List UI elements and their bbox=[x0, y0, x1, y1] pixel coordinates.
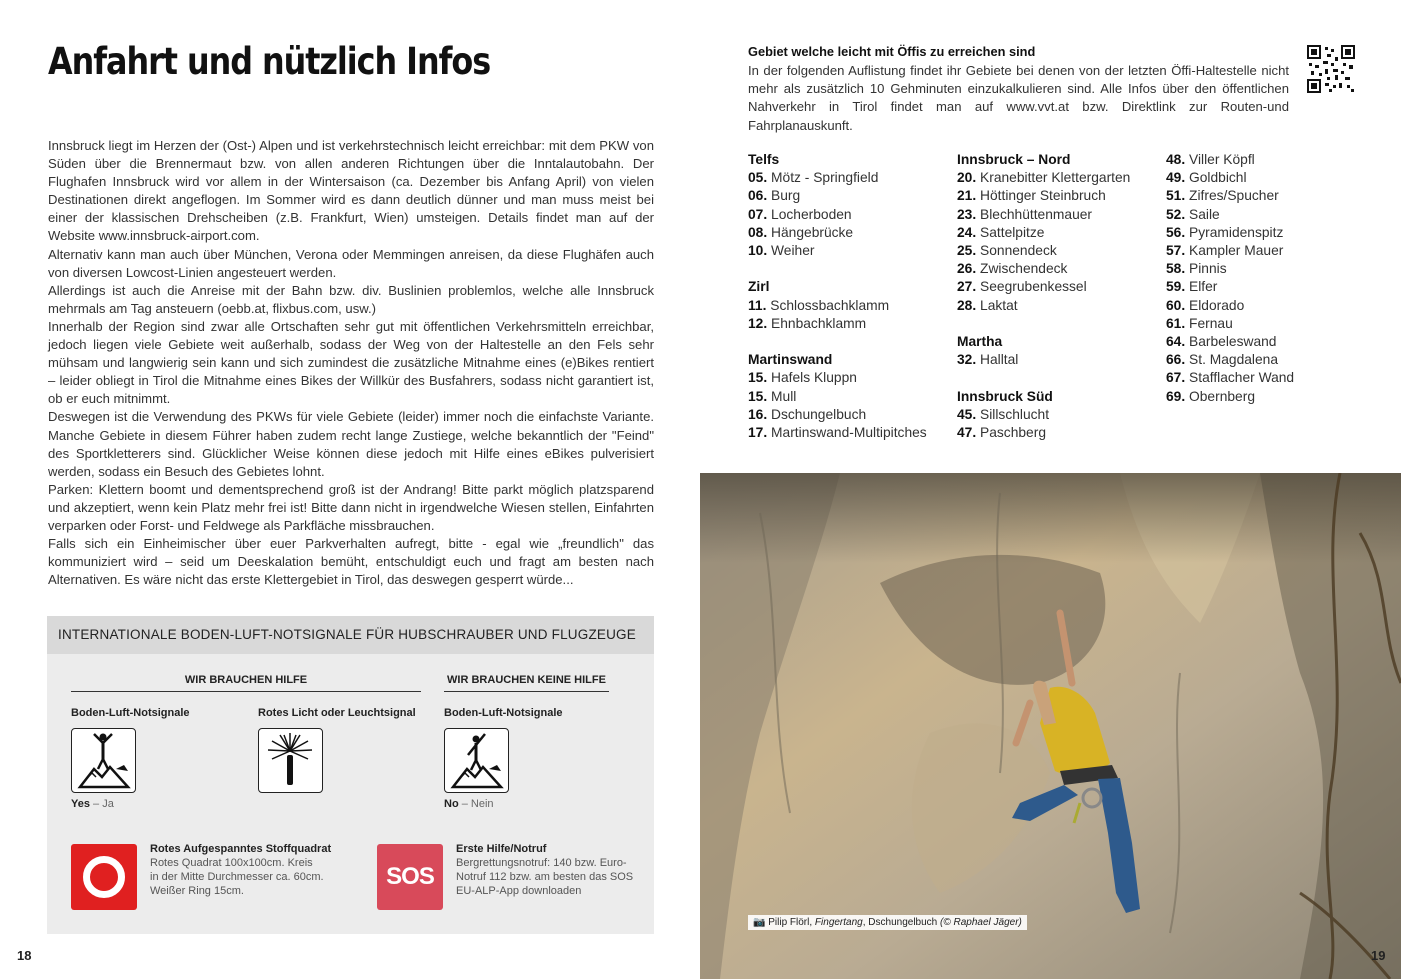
area-item bbox=[957, 424, 1130, 442]
area-number: 28. bbox=[957, 297, 977, 313]
section-title: Gebiet welche leicht mit Öffis zu erreichen sind bbox=[748, 44, 1036, 59]
area-name: St. Magdalena bbox=[1189, 352, 1279, 368]
area-name: Stafflacher Wand bbox=[1189, 370, 1295, 386]
area-name: Halltal bbox=[980, 352, 1019, 368]
intro-text bbox=[48, 137, 654, 589]
area-name: Eldorado bbox=[1189, 297, 1245, 313]
paragraph: Allerdings ist auch die Anreise mit der Bahn bzw. div. Buslinien problemlos, welche alle Innsbruck mehrmals am Tag ansteuern (oebb.at, flixbus.com, usw.) bbox=[48, 282, 654, 316]
area-number: 08. bbox=[748, 224, 768, 240]
area-name: Hafels Kluppn bbox=[771, 370, 857, 386]
area-column bbox=[957, 151, 1130, 460]
area-number: 67. bbox=[1166, 370, 1186, 386]
area-item bbox=[748, 315, 927, 333]
area-group-name: Innsbruck Süd bbox=[957, 388, 1053, 404]
no-help-heading: WIR BRAUCHEN KEINE HILFE bbox=[444, 674, 609, 692]
area-item bbox=[957, 187, 1130, 205]
area-item bbox=[748, 406, 927, 424]
area-item bbox=[748, 297, 927, 315]
photo-credit: 📷 Pilip Flörl, Fingertang, Dschungelbuch (© Raphael Jäger) bbox=[748, 915, 1027, 930]
area-item bbox=[957, 406, 1130, 424]
area-name: Pyramidenspitz bbox=[1189, 224, 1284, 240]
area-name: Sillschlucht bbox=[980, 406, 1050, 422]
area-number: 24. bbox=[957, 224, 977, 240]
area-name: Laktat bbox=[980, 297, 1018, 313]
area-group bbox=[1166, 151, 1294, 406]
page-number-left: 18 bbox=[17, 948, 32, 963]
area-group-name: Zirl bbox=[748, 279, 770, 295]
area-item bbox=[957, 242, 1130, 260]
area-item bbox=[748, 369, 927, 387]
red-ring-square-icon bbox=[71, 844, 137, 910]
area-group-name: Innsbruck – Nord bbox=[957, 152, 1071, 167]
area-item bbox=[957, 351, 1130, 369]
area-name: Seegrubenkessel bbox=[980, 279, 1087, 295]
area-item bbox=[957, 297, 1130, 315]
paragraph: Deswegen ist die Verwendung des PKWs für viele Gebiete (leider) immer noch die einfachste Variante. Manche Gebiete in diesem Führer haben zudem recht lange Zustiege, welche bekanntlich der "Feind" des Sportkletterers sind. Glücklicher Weise können diese jedoch mit Hilfe eines eBikes pulverisiert werden, sodass ein Besuch des Gebietes lohnt. bbox=[48, 409, 654, 479]
square-description: Rotes Quadrat 100x100cm. Kreis in der Mitte Durchmesser ca. 60cm. Weißer Ring 15cm. bbox=[150, 857, 324, 897]
area-name: Goldbichl bbox=[1189, 170, 1247, 186]
area-number: 56. bbox=[1166, 224, 1186, 240]
area-column bbox=[1166, 151, 1294, 424]
area-item bbox=[1166, 351, 1294, 369]
area-number: 07. bbox=[748, 206, 768, 222]
area-item bbox=[1166, 388, 1294, 406]
camera-icon: 📷 bbox=[753, 917, 769, 928]
qr-code-icon[interactable] bbox=[1307, 45, 1355, 93]
area-name: Obernberg bbox=[1189, 388, 1255, 404]
square-title: Rotes Aufgespanntes Stoffquadrat bbox=[150, 843, 332, 855]
area-number: 52. bbox=[1166, 206, 1186, 222]
area-name: Mötz - Springfield bbox=[771, 170, 879, 186]
area-number: 23. bbox=[957, 206, 977, 222]
signals-heading: INTERNATIONALE BODEN-LUFT-NOTSIGNALE FÜR HUBSCHRAUBER UND FLUGZEUGE bbox=[47, 616, 654, 654]
area-name: Saile bbox=[1189, 206, 1220, 222]
area-group bbox=[748, 151, 927, 260]
paragraph: Falls sich ein Einheimischer über euer Parkverhalten aufregt, bitte - egal wie „freundlich" das kommuniziert wird – seid um Deeskalation bemüht, entschuldigt euch und fragt am besten nach Alternativen. Es wäre nicht das erste Klettergebiet in Tirol, das deswegen gesperrt würde... bbox=[48, 536, 654, 588]
area-number: 61. bbox=[1166, 315, 1186, 331]
area-item bbox=[957, 260, 1130, 278]
area-item bbox=[957, 224, 1130, 242]
paragraph: Parken: Klettern boomt und dementsprechend groß ist der Andrang! Bitte parkt möglich platzsparend und akzeptiert, wenn kein Platz mehr frei ist! Bitte dann nicht in irgendwelche Wiesen stellen, Einfahrten verparken oder Forst- und Feldwege als Parkfläche missbrauchen. bbox=[48, 481, 654, 533]
area-number: 11. bbox=[748, 297, 767, 313]
area-number: 15. bbox=[748, 388, 768, 404]
area-number: 47. bbox=[957, 425, 977, 441]
area-name: Paschberg bbox=[980, 425, 1046, 441]
area-number: 48. bbox=[1166, 152, 1186, 167]
area-item bbox=[748, 224, 927, 242]
page-number-right: 19 bbox=[1371, 948, 1386, 963]
signal-label: Boden-Luft-Notsignale bbox=[71, 707, 190, 719]
area-item bbox=[1166, 151, 1294, 169]
area-group bbox=[957, 151, 1130, 315]
area-number: 66. bbox=[1166, 352, 1186, 368]
area-number: 57. bbox=[1166, 243, 1186, 259]
yes-caption: Yes – Ja bbox=[71, 798, 114, 810]
area-group-name: Martinswand bbox=[748, 352, 833, 368]
paragraph: Innerhalb der Region sind zwar alle Ortschaften sehr gut mit öffentlichen Verkehrsmitteln erreichbar, jedoch liegen viele Gebiete weit außerhalb, sodass der Weg von der Haltestelle an den Fels sehr mühsam und langwierig sein kann und sich zumindest die zusätzliche Mitnahme eines (e)Bikes rentiert – leider obliegt in Tirol die Mitnahme eines Bikes der Willkür des Busfahrers, sodass nicht garantiert ist, ob er euch mitnimmt. bbox=[48, 318, 654, 407]
area-number: 25. bbox=[957, 243, 977, 259]
area-item bbox=[1166, 315, 1294, 333]
flare-icon bbox=[258, 728, 323, 793]
paragraph: Innsbruck liegt im Herzen der (Ost-) Alpen und ist verkehrstechnisch leicht erreichbar: mit dem PKW von Süden über die Brennermaut bzw. von allen anderen Richtungen über die Inntalautobahn. Der Flughafen Innsbruck wird vor allem in der Wintersaison (ca. Dezember bis Anfang April) von vielen Destinationen direkt angeflogen. Im Sommer wird es dann deutlich dünner und man muss meist bei einer der klassischen Drehscheiben (z.B. Frankfurt, Wien) umsteigen. Details findet man auf der Website www.innsbruck-airport.com. bbox=[48, 138, 654, 244]
area-number: 45. bbox=[957, 406, 977, 422]
no-caption: No – Nein bbox=[444, 798, 494, 810]
area-group bbox=[957, 388, 1130, 443]
area-item bbox=[1166, 206, 1294, 224]
area-name: Blechhüttenmauer bbox=[980, 206, 1093, 222]
area-item bbox=[748, 388, 927, 406]
area-number: 17. bbox=[748, 425, 768, 441]
area-name: Kranebitter Klettergarten bbox=[980, 170, 1131, 186]
area-number: 12. bbox=[748, 315, 768, 331]
area-name: Dschungelbuch bbox=[771, 406, 867, 422]
area-item bbox=[1166, 297, 1294, 315]
area-name: Zwischendeck bbox=[980, 261, 1068, 277]
area-name: Burg bbox=[771, 188, 801, 204]
area-item bbox=[748, 169, 927, 187]
area-item bbox=[748, 206, 927, 224]
sos-title: Erste Hilfe/Notruf bbox=[456, 843, 547, 855]
area-number: 69. bbox=[1166, 388, 1186, 404]
area-name: Schlossbachklamm bbox=[770, 297, 890, 313]
area-item bbox=[748, 242, 927, 260]
area-number: 15. bbox=[748, 370, 768, 386]
area-name: Fernau bbox=[1189, 315, 1233, 331]
area-item bbox=[1166, 242, 1294, 260]
area-number: 10. bbox=[748, 243, 768, 259]
area-number: 27. bbox=[957, 279, 977, 295]
climber-photo bbox=[700, 473, 1401, 979]
area-group-name: Martha bbox=[957, 334, 1003, 350]
area-item bbox=[1166, 169, 1294, 187]
area-number: 59. bbox=[1166, 279, 1186, 295]
section-text: In der folgenden Auflistung findet ihr Gebiete bei denen von der letzten Öffi-Haltestelle nicht mehr als zusätzlich 10 Gehminuten einzukalkulieren sind. Alle Infos über den öffentlichen Nahverkehr in Tirol findet man auf www.vvt.at bzw. Direktlink zur Routen-und Fahrplanauskunft. bbox=[748, 63, 1289, 133]
area-name: Pinnis bbox=[1189, 261, 1227, 277]
area-number: 49. bbox=[1166, 170, 1186, 186]
area-name: Sonnendeck bbox=[980, 243, 1057, 259]
person-one-arm-up-icon bbox=[444, 728, 509, 793]
area-name: Hängebrücke bbox=[771, 224, 854, 240]
area-number: 05. bbox=[748, 170, 768, 186]
area-item bbox=[957, 278, 1130, 296]
need-help-heading: WIR BRAUCHEN HILFE bbox=[71, 674, 421, 692]
area-name: Kampler Mauer bbox=[1189, 243, 1284, 259]
area-number: 58. bbox=[1166, 261, 1186, 277]
area-number: 21. bbox=[957, 188, 977, 204]
page-title: Anfahrt und nützlich Infos bbox=[48, 40, 491, 83]
area-item bbox=[1166, 369, 1294, 387]
area-number: 51. bbox=[1166, 188, 1186, 204]
area-number: 32. bbox=[957, 352, 977, 368]
paragraph: Alternativ kann man auch über München, Verona oder Memmingen anreisen, da diese Flughäfen auch von diversen Lowcost-Linien angesteuert werden. bbox=[48, 246, 654, 280]
area-number: 60. bbox=[1166, 297, 1186, 313]
area-name: Mull bbox=[771, 388, 797, 404]
signal-label: Boden-Luft-Notsignale bbox=[444, 707, 563, 719]
area-item bbox=[1166, 260, 1294, 278]
sos-app-icon: SOS bbox=[377, 844, 443, 910]
area-item bbox=[957, 206, 1130, 224]
area-name: Zifres/Spucher bbox=[1189, 188, 1279, 204]
area-number: 64. bbox=[1166, 334, 1186, 350]
area-name: Sattelpitze bbox=[980, 224, 1045, 240]
area-group bbox=[748, 278, 927, 333]
area-number: 16. bbox=[748, 406, 768, 422]
area-item bbox=[1166, 224, 1294, 242]
area-name: Ehnbachklamm bbox=[771, 315, 867, 331]
area-item bbox=[957, 169, 1130, 187]
area-name: Weiher bbox=[771, 243, 815, 259]
area-group-name: Telfs bbox=[748, 152, 780, 167]
area-name: Barbeleswand bbox=[1189, 334, 1277, 350]
area-group bbox=[748, 351, 927, 442]
area-name: Martinswand-Multipitches bbox=[771, 425, 927, 441]
person-arms-up-icon bbox=[71, 728, 136, 793]
area-item bbox=[1166, 333, 1294, 351]
area-item bbox=[1166, 278, 1294, 296]
area-name: Höttinger Steinbruch bbox=[980, 188, 1106, 204]
area-number: 26. bbox=[957, 261, 977, 277]
area-name: Locherboden bbox=[771, 206, 852, 222]
area-name: Elfer bbox=[1189, 279, 1218, 295]
area-number: 06. bbox=[748, 188, 768, 204]
area-item bbox=[1166, 187, 1294, 205]
signal-label: Rotes Licht oder Leuchtsignal bbox=[258, 707, 416, 719]
area-column bbox=[748, 151, 927, 460]
area-group bbox=[957, 333, 1130, 369]
area-number: 20. bbox=[957, 170, 977, 186]
area-item bbox=[748, 187, 927, 205]
sos-description: Bergrettungsnotruf: 140 bzw. Euro- Notruf 112 bzw. am besten das SOS EU-ALP-App downloaden bbox=[456, 857, 634, 897]
area-item bbox=[748, 424, 927, 442]
area-name: Viller Köpfl bbox=[1189, 152, 1255, 167]
